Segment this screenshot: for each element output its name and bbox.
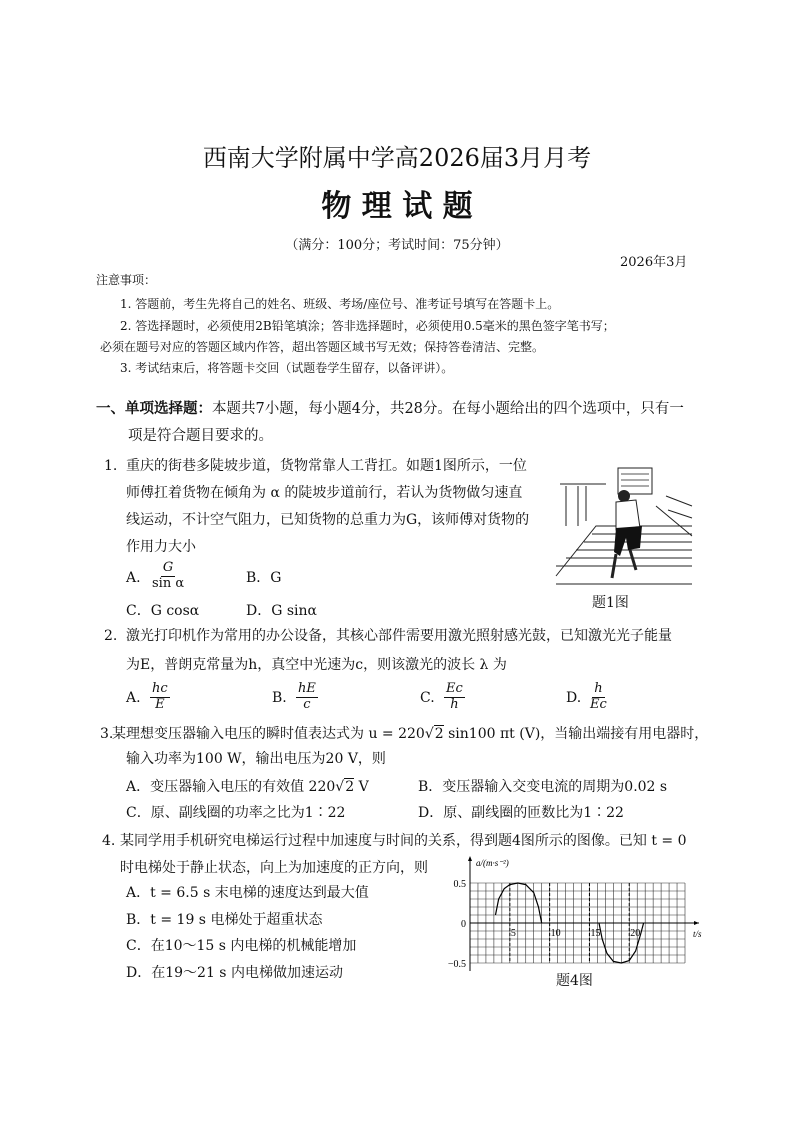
x-tick-label: 15: [590, 928, 601, 939]
q2-line: 激光打印机作为常用的办公设备，其核心部件需要用激光照射感光鼓，已知激光光子能量: [126, 628, 672, 644]
acceleration-time-chart: [440, 850, 700, 975]
exam-date: 2026年3月: [620, 255, 688, 270]
q2-option-b-fraction: [296, 682, 318, 713]
exam-info: （满分：100分；考试时间：75分钟）: [285, 238, 509, 253]
q2-line: 为E，普朗克常量为h，真空中光速为c，则该激光的波长 λ 为: [126, 657, 507, 673]
q4-option-a: A．t = 6.5 s 末电梯的速度达到最大值: [126, 885, 369, 901]
x-axis-arrow: [694, 921, 699, 925]
acceleration-curve: [495, 883, 541, 923]
note-item: 3. 考试结束后，将答题卡交回（试题卷学生留存，以备评讲）。: [120, 361, 454, 375]
q3-line-2: 输入功率为100 W，输出电压为20 V，则: [126, 751, 386, 767]
q4-figure-caption: 题4图: [556, 973, 593, 989]
section-text-2: 项是符合题目要求的。: [128, 428, 273, 444]
y-tick-label: 0: [461, 919, 466, 930]
section-label: 一、单项选择题：: [96, 400, 212, 417]
q2-option-c-label: C.: [420, 690, 435, 706]
denominator: c: [303, 696, 311, 712]
x-tick-label: 20: [630, 928, 641, 939]
denominator: E: [155, 696, 165, 712]
q3-option-d: D．原、副线圈的匝数比为1∶22: [418, 805, 624, 821]
q2-option-b-label: B.: [272, 690, 287, 706]
q1-line: 线运动，不计空气阻力，已知货物的总重力为G，该师傅对货物的: [126, 512, 530, 528]
q2-option-a-fraction: [150, 682, 170, 713]
numerator: Ec: [446, 681, 463, 696]
note-item: 1. 答题前，考生先将自己的姓名、班级、考场/座位号、准考证号填写在答题卡上。: [120, 297, 560, 311]
q4-option-c: C．在10～15 s 内电梯的机械能增加: [126, 938, 357, 954]
porter-stairs-illustration: [556, 466, 692, 588]
numerator: h: [594, 681, 603, 696]
q3-line-1: 某理想变压器输入电压的瞬时值表达式为 u = 220√2 sin100 πt (V)，当输出端接有用电器时，: [112, 726, 709, 742]
numerator: hc: [152, 681, 168, 696]
q2-number: 2.: [104, 628, 118, 644]
y-axis-label: a/(m·s⁻²): [476, 858, 509, 868]
denominator: h: [450, 696, 459, 712]
x-axis-label: t/s: [693, 929, 702, 939]
q1-option-a-fraction: [152, 561, 184, 592]
q1-option-a-label: A.: [126, 570, 141, 586]
q2-option-c-fraction: [444, 682, 465, 713]
school-title: 西南大学附属中学高2026届3月月考: [202, 144, 592, 172]
numerator: hE: [298, 681, 316, 696]
q4-line-2: 时电梯处于静止状态，向上为加速度的正方向，则: [120, 860, 428, 876]
q1-option-c: C．G cosα: [126, 603, 200, 619]
q4-line-1: 某同学用手机研究电梯运行过程中加速度与时间的关系，得到题4图所示的图像。已知 t = 0: [120, 833, 687, 849]
q3-text: sin100 πt (V)，当输出端接有用电器时，: [443, 726, 709, 742]
numerator: G: [162, 560, 174, 575]
sqrt-value: 2: [345, 779, 355, 795]
option-text: A．变压器输入电压的有效值 220: [126, 779, 336, 795]
q1-number: 1.: [104, 458, 118, 474]
q2-option-d-fraction: [590, 682, 607, 713]
sqrt-value: 2: [434, 726, 444, 742]
q3-option-c: C．原、副线圈的功率之比为1∶22: [126, 805, 346, 821]
denominator: Ec: [590, 696, 607, 712]
note-item: 必须在题号对应的答题区域内作答，超出答题区域书写无效；保持答卷清洁、完整。: [100, 340, 545, 354]
y-tick-label: −0.5: [447, 959, 466, 970]
q3-number: 3.: [100, 726, 114, 742]
q3-option-a: A．变压器输入电压的有效值 220√2 V: [126, 779, 369, 795]
q1-option-d: D．G sinα: [246, 603, 317, 619]
subject-title: 物 理 试 题: [321, 189, 473, 224]
q4-option-d: D．在19～21 s 内电梯做加速运动: [126, 965, 343, 981]
note-item: 2. 答选择题时，必须使用2B铅笔填涂；答非选择题时，必须使用0.5毫米的黑色签字笔书写；: [120, 319, 615, 333]
denominator: sin α: [152, 575, 185, 591]
y-tick-label: 0.5: [453, 879, 466, 890]
q1-line: 作用力大小: [126, 539, 196, 555]
notes-heading: 注意事项：: [96, 273, 157, 287]
option-text: V: [354, 779, 369, 795]
q1-option-b: B．G: [246, 570, 282, 586]
q2-option-a-label: A.: [126, 690, 141, 706]
q1-line: 师傅扛着货物在倾角为 α 的陡坡步道前行，若认为货物做匀速直: [126, 485, 523, 501]
q4-number: 4.: [102, 833, 116, 849]
q1-line: 重庆的街巷多陡坡步道，货物常靠人工背扛。如题1图所示，一位: [126, 458, 527, 474]
q1-figure-caption: 题1图: [592, 595, 629, 611]
x-tick-label: 5: [510, 928, 516, 939]
q2-option-d-label: D.: [566, 690, 582, 706]
q3-text: 某理想变压器输入电压的瞬时值表达式为 u = 220: [112, 726, 425, 742]
section-heading: [96, 402, 684, 417]
x-tick-label: 10: [550, 928, 561, 939]
y-axis-arrow: [468, 856, 472, 861]
q4-option-b: B．t = 19 s 电梯处于超重状态: [126, 912, 323, 928]
section-text: 本题共7小题，每小题4分，共28分。在每小题给出的四个选项中，只有一: [212, 401, 684, 417]
q3-option-b: B．变压器输入交变电流的周期为0.02 s: [418, 779, 668, 795]
